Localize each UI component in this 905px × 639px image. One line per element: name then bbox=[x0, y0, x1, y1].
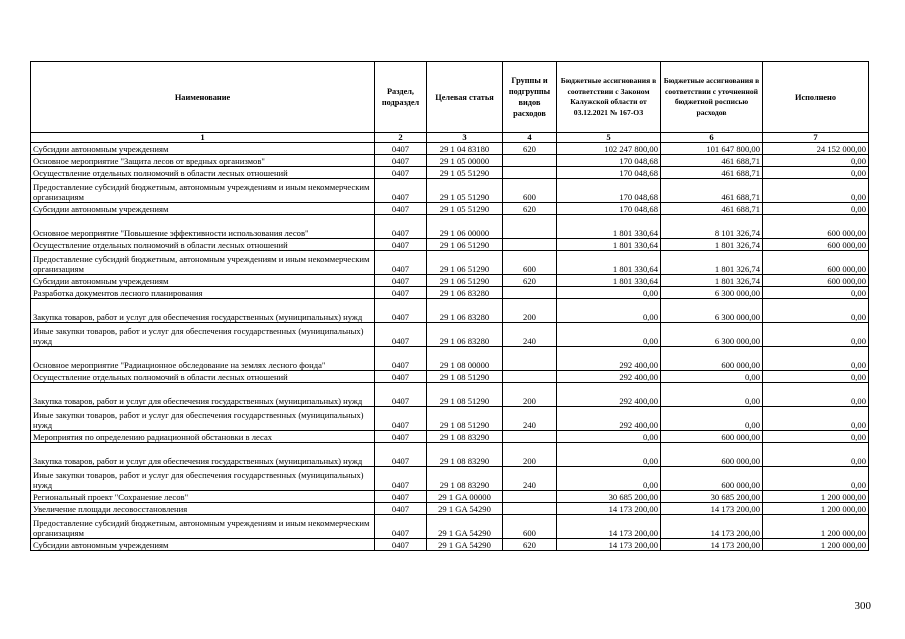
row-law-allocation: 0,00 bbox=[557, 287, 661, 299]
row-executed: 0,00 bbox=[763, 167, 869, 179]
table-row bbox=[31, 287, 869, 299]
row-target-article: 29 1 08 51290 bbox=[427, 407, 503, 431]
row-target-article: 29 1 GA 00000 bbox=[427, 491, 503, 503]
row-law-allocation: 14 173 200,00 bbox=[557, 539, 661, 551]
row-name: Иные закупки товаров, работ и услуг для обеспечения государственных (муниципальных) нужд bbox=[31, 467, 375, 491]
column-number: 4 bbox=[503, 133, 557, 143]
page-number: 300 bbox=[854, 600, 871, 612]
row-expense-group: 200 bbox=[503, 443, 557, 467]
row-expense-group: 200 bbox=[503, 383, 557, 407]
row-section: 0407 bbox=[375, 407, 427, 431]
row-refined-allocation: 6 300 000,00 bbox=[661, 287, 763, 299]
row-refined-allocation: 600 000,00 bbox=[661, 443, 763, 467]
row-name: Основное мероприятие "Радиационное обследование на землях лесного фонда" bbox=[31, 347, 375, 371]
row-section: 0407 bbox=[375, 383, 427, 407]
row-expense-group bbox=[503, 287, 557, 299]
header-refined-allocations: Бюджетные ассигнования в соответствии с уточненной бюджетной росписью расходов bbox=[661, 62, 763, 133]
table-row bbox=[31, 155, 869, 167]
row-section: 0407 bbox=[375, 299, 427, 323]
row-name: Предоставление субсидий бюджетным, автономным учреждениям и иным некоммерческим организациям bbox=[31, 515, 375, 539]
row-target-article: 29 1 04 83180 bbox=[427, 143, 503, 155]
row-refined-allocation: 461 688,71 bbox=[661, 155, 763, 167]
table-row bbox=[31, 275, 869, 287]
row-law-allocation: 292 400,00 bbox=[557, 371, 661, 383]
row-name: Предоставление субсидий бюджетным, автономным учреждениям и иным некоммерческим организациям bbox=[31, 179, 375, 203]
row-refined-allocation: 8 101 326,74 bbox=[661, 215, 763, 239]
row-law-allocation: 1 801 330,64 bbox=[557, 239, 661, 251]
row-expense-group: 620 bbox=[503, 275, 557, 287]
table-row bbox=[31, 443, 869, 467]
row-target-article: 29 1 06 83280 bbox=[427, 287, 503, 299]
row-law-allocation: 1 801 330,64 bbox=[557, 215, 661, 239]
row-expense-group: 600 bbox=[503, 179, 557, 203]
row-executed: 0,00 bbox=[763, 467, 869, 491]
row-expense-group bbox=[503, 371, 557, 383]
row-section: 0407 bbox=[375, 515, 427, 539]
row-name: Осуществление отдельных полномочий в области лесных отношений bbox=[31, 371, 375, 383]
table-row bbox=[31, 371, 869, 383]
row-refined-allocation: 461 688,71 bbox=[661, 179, 763, 203]
table-row bbox=[31, 323, 869, 347]
row-executed: 600 000,00 bbox=[763, 215, 869, 239]
row-refined-allocation: 461 688,71 bbox=[661, 167, 763, 179]
row-target-article: 29 1 08 83290 bbox=[427, 443, 503, 467]
row-target-article: 29 1 05 51290 bbox=[427, 203, 503, 215]
row-name: Основное мероприятие "Повышение эффективности использования лесов" bbox=[31, 215, 375, 239]
table-row bbox=[31, 383, 869, 407]
row-law-allocation: 1 801 330,64 bbox=[557, 275, 661, 287]
table-row bbox=[31, 515, 869, 539]
row-section: 0407 bbox=[375, 167, 427, 179]
row-section: 0407 bbox=[375, 287, 427, 299]
row-executed: 0,00 bbox=[763, 287, 869, 299]
row-executed: 1 200 000,00 bbox=[763, 539, 869, 551]
column-number: 5 bbox=[557, 133, 661, 143]
column-number: 1 bbox=[31, 133, 375, 143]
row-section: 0407 bbox=[375, 155, 427, 167]
row-law-allocation: 1 801 330,64 bbox=[557, 251, 661, 275]
table-row bbox=[31, 431, 869, 443]
row-target-article: 29 1 08 83290 bbox=[427, 467, 503, 491]
row-expense-group: 620 bbox=[503, 203, 557, 215]
row-refined-allocation: 0,00 bbox=[661, 383, 763, 407]
row-expense-group bbox=[503, 347, 557, 371]
row-law-allocation: 0,00 bbox=[557, 443, 661, 467]
row-section: 0407 bbox=[375, 323, 427, 347]
table-row bbox=[31, 491, 869, 503]
row-refined-allocation: 600 000,00 bbox=[661, 467, 763, 491]
row-name: Предоставление субсидий бюджетным, автономным учреждениям и иным некоммерческим организациям bbox=[31, 251, 375, 275]
row-expense-group: 200 bbox=[503, 299, 557, 323]
row-name: Иные закупки товаров, работ и услуг для обеспечения государственных (муниципальных) нужд bbox=[31, 407, 375, 431]
row-target-article: 29 1 06 83280 bbox=[427, 299, 503, 323]
header-name: Наименование bbox=[31, 62, 375, 133]
row-refined-allocation: 1 801 326,74 bbox=[661, 251, 763, 275]
row-executed: 0,00 bbox=[763, 323, 869, 347]
row-executed: 0,00 bbox=[763, 203, 869, 215]
row-name: Закупка товаров, работ и услуг для обеспечения государственных (муниципальных) нужд bbox=[31, 443, 375, 467]
row-refined-allocation: 30 685 200,00 bbox=[661, 491, 763, 503]
row-name: Субсидии автономным учреждениям bbox=[31, 539, 375, 551]
row-refined-allocation: 14 173 200,00 bbox=[661, 539, 763, 551]
row-executed: 600 000,00 bbox=[763, 239, 869, 251]
row-expense-group bbox=[503, 215, 557, 239]
budget-table bbox=[30, 61, 869, 551]
row-section: 0407 bbox=[375, 203, 427, 215]
row-law-allocation: 292 400,00 bbox=[557, 407, 661, 431]
row-expense-group: 620 bbox=[503, 143, 557, 155]
row-executed: 0,00 bbox=[763, 347, 869, 371]
row-refined-allocation: 0,00 bbox=[661, 407, 763, 431]
row-target-article: 29 1 06 51290 bbox=[427, 239, 503, 251]
row-section: 0407 bbox=[375, 431, 427, 443]
row-executed: 1 200 000,00 bbox=[763, 503, 869, 515]
row-expense-group: 600 bbox=[503, 251, 557, 275]
row-executed: 0,00 bbox=[763, 155, 869, 167]
row-section: 0407 bbox=[375, 251, 427, 275]
row-refined-allocation: 6 300 000,00 bbox=[661, 299, 763, 323]
row-expense-group: 240 bbox=[503, 323, 557, 347]
row-name: Иные закупки товаров, работ и услуг для обеспечения государственных (муниципальных) нужд bbox=[31, 323, 375, 347]
row-name: Разработка документов лесного планирования bbox=[31, 287, 375, 299]
row-refined-allocation: 600 000,00 bbox=[661, 431, 763, 443]
row-law-allocation: 170 048,68 bbox=[557, 179, 661, 203]
row-refined-allocation: 14 173 200,00 bbox=[661, 515, 763, 539]
row-law-allocation: 292 400,00 bbox=[557, 347, 661, 371]
row-target-article: 29 1 GA 54290 bbox=[427, 539, 503, 551]
row-target-article: 29 1 08 83290 bbox=[427, 431, 503, 443]
column-number: 6 bbox=[661, 133, 763, 143]
table-row bbox=[31, 539, 869, 551]
table-row bbox=[31, 347, 869, 371]
row-expense-group bbox=[503, 431, 557, 443]
row-law-allocation: 292 400,00 bbox=[557, 383, 661, 407]
row-section: 0407 bbox=[375, 347, 427, 371]
row-executed: 0,00 bbox=[763, 179, 869, 203]
table-row bbox=[31, 251, 869, 275]
row-law-allocation: 30 685 200,00 bbox=[557, 491, 661, 503]
header-executed: Исполнено bbox=[763, 62, 869, 133]
row-name: Мероприятия по определению радиационной обстановки в лесах bbox=[31, 431, 375, 443]
row-target-article: 29 1 06 00000 bbox=[427, 215, 503, 239]
row-executed: 600 000,00 bbox=[763, 275, 869, 287]
row-section: 0407 bbox=[375, 467, 427, 491]
row-law-allocation: 102 247 800,00 bbox=[557, 143, 661, 155]
row-section: 0407 bbox=[375, 275, 427, 287]
row-section: 0407 bbox=[375, 215, 427, 239]
row-name: Закупка товаров, работ и услуг для обеспечения государственных (муниципальных) нужд bbox=[31, 299, 375, 323]
table-row bbox=[31, 179, 869, 203]
row-refined-allocation: 14 173 200,00 bbox=[661, 503, 763, 515]
row-target-article: 29 1 06 51290 bbox=[427, 251, 503, 275]
row-expense-group bbox=[503, 155, 557, 167]
row-name: Основное мероприятие "Защита лесов от вредных организмов" bbox=[31, 155, 375, 167]
row-name: Региональный проект "Сохранение лесов" bbox=[31, 491, 375, 503]
row-target-article: 29 1 08 51290 bbox=[427, 371, 503, 383]
row-name: Осуществление отдельных полномочий в области лесных отношений bbox=[31, 167, 375, 179]
row-refined-allocation: 0,00 bbox=[661, 371, 763, 383]
row-expense-group: 600 bbox=[503, 515, 557, 539]
row-law-allocation: 0,00 bbox=[557, 431, 661, 443]
row-law-allocation: 170 048,68 bbox=[557, 155, 661, 167]
row-target-article: 29 1 08 00000 bbox=[427, 347, 503, 371]
row-refined-allocation: 461 688,71 bbox=[661, 203, 763, 215]
row-section: 0407 bbox=[375, 491, 427, 503]
row-name: Субсидии автономным учреждениям bbox=[31, 275, 375, 287]
row-expense-group: 620 bbox=[503, 539, 557, 551]
column-number: 2 bbox=[375, 133, 427, 143]
row-name: Субсидии автономным учреждениям bbox=[31, 143, 375, 155]
row-executed: 600 000,00 bbox=[763, 251, 869, 275]
table-row bbox=[31, 467, 869, 491]
row-expense-group: 240 bbox=[503, 467, 557, 491]
table-row bbox=[31, 143, 869, 155]
header-law-allocations: Бюджетные ассигнования в соответствии с Законом Калужской области от 03.12.2021 № 167-ОЗ bbox=[557, 62, 661, 133]
header-expense-groups: Группы и подгруппы видов расходов bbox=[503, 62, 557, 133]
table-row bbox=[31, 203, 869, 215]
row-law-allocation: 14 173 200,00 bbox=[557, 515, 661, 539]
row-refined-allocation: 6 300 000,00 bbox=[661, 323, 763, 347]
column-number: 7 bbox=[763, 133, 869, 143]
row-section: 0407 bbox=[375, 539, 427, 551]
row-target-article: 29 1 GA 54290 bbox=[427, 515, 503, 539]
row-refined-allocation: 600 000,00 bbox=[661, 347, 763, 371]
row-name: Субсидии автономным учреждениям bbox=[31, 203, 375, 215]
row-refined-allocation: 101 647 800,00 bbox=[661, 143, 763, 155]
row-target-article: 29 1 GA 54290 bbox=[427, 503, 503, 515]
row-section: 0407 bbox=[375, 179, 427, 203]
row-executed: 0,00 bbox=[763, 443, 869, 467]
row-refined-allocation: 1 801 326,74 bbox=[661, 275, 763, 287]
table-row bbox=[31, 167, 869, 179]
table-row bbox=[31, 503, 869, 515]
row-expense-group bbox=[503, 503, 557, 515]
row-expense-group bbox=[503, 491, 557, 503]
row-law-allocation: 14 173 200,00 bbox=[557, 503, 661, 515]
row-section: 0407 bbox=[375, 371, 427, 383]
row-law-allocation: 170 048,68 bbox=[557, 167, 661, 179]
row-target-article: 29 1 06 83280 bbox=[427, 323, 503, 347]
row-name: Увеличение площади лесовосстановления bbox=[31, 503, 375, 515]
row-name: Осуществление отдельных полномочий в области лесных отношений bbox=[31, 239, 375, 251]
table-row bbox=[31, 239, 869, 251]
row-target-article: 29 1 08 51290 bbox=[427, 383, 503, 407]
row-executed: 0,00 bbox=[763, 407, 869, 431]
row-expense-group bbox=[503, 239, 557, 251]
table-row bbox=[31, 215, 869, 239]
table-row bbox=[31, 407, 869, 431]
row-executed: 0,00 bbox=[763, 371, 869, 383]
row-section: 0407 bbox=[375, 143, 427, 155]
row-law-allocation: 170 048,68 bbox=[557, 203, 661, 215]
row-section: 0407 bbox=[375, 239, 427, 251]
row-expense-group bbox=[503, 167, 557, 179]
row-executed: 24 152 000,00 bbox=[763, 143, 869, 155]
row-executed: 0,00 bbox=[763, 299, 869, 323]
header-section: Раздел, подраздел bbox=[375, 62, 427, 133]
row-executed: 0,00 bbox=[763, 431, 869, 443]
row-executed: 1 200 000,00 bbox=[763, 515, 869, 539]
row-law-allocation: 0,00 bbox=[557, 467, 661, 491]
row-executed: 1 200 000,00 bbox=[763, 491, 869, 503]
row-law-allocation: 0,00 bbox=[557, 323, 661, 347]
row-target-article: 29 1 05 51290 bbox=[427, 167, 503, 179]
row-target-article: 29 1 06 51290 bbox=[427, 275, 503, 287]
table-row bbox=[31, 299, 869, 323]
row-expense-group: 240 bbox=[503, 407, 557, 431]
row-executed: 0,00 bbox=[763, 383, 869, 407]
row-law-allocation: 0,00 bbox=[557, 299, 661, 323]
row-target-article: 29 1 05 00000 bbox=[427, 155, 503, 167]
header-target-article: Целевая статья bbox=[427, 62, 503, 133]
row-section: 0407 bbox=[375, 443, 427, 467]
column-number: 3 bbox=[427, 133, 503, 143]
row-section: 0407 bbox=[375, 503, 427, 515]
row-refined-allocation: 1 801 326,74 bbox=[661, 239, 763, 251]
row-target-article: 29 1 05 51290 bbox=[427, 179, 503, 203]
budget-table-body bbox=[31, 143, 869, 551]
row-name: Закупка товаров, работ и услуг для обеспечения государственных (муниципальных) нужд bbox=[31, 383, 375, 407]
